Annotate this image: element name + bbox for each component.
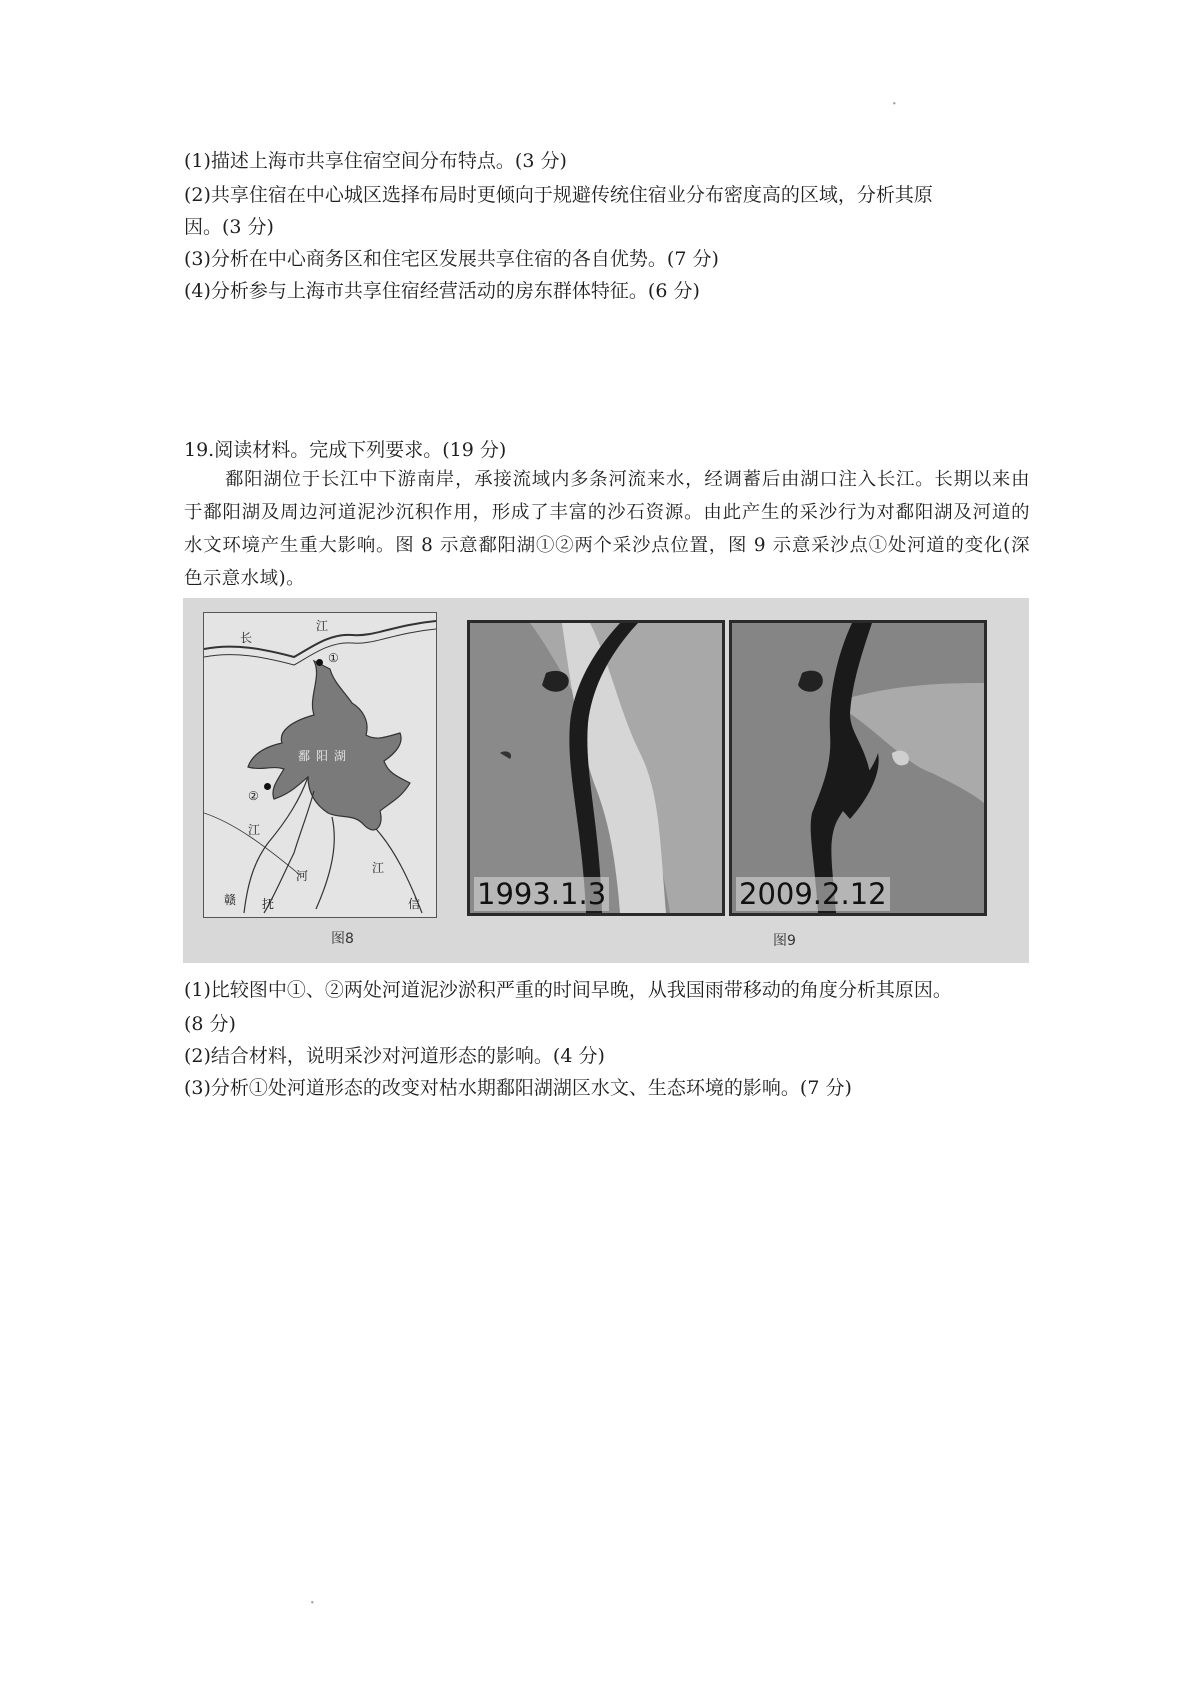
site-2-marker [264,783,271,790]
satellite-date-2009: 2009.2.12 [736,877,890,911]
prev-question-1: (1)描述上海市共享住宿空间分布特点。(3 分) [184,150,567,172]
page-speck-bottom: ● [311,1600,314,1604]
prev-question-2-cont: 因。(3 分) [184,216,274,238]
map-label-lake-1: 鄱 [298,749,311,763]
map-label-xin-1: 信 [408,897,421,911]
question-19-heading: 19.阅读材料。完成下列要求。(19 分) [184,439,507,461]
figure-9-caption: 图9 [773,933,796,949]
map-label-gan-1: 赣 [224,893,237,907]
satellite-date-1993: 1993.1.3 [474,877,609,911]
prev-question-2: (2)共享住宿在中心城区选择布局时更倾向于规避传统住宿业分布密度高的区域，分析其原 [184,184,933,206]
question-19-sub-3: (3)分析①处河道形态的改变对枯水期鄱阳湖湖区水文、生态环境的影响。(7 分) [184,1077,852,1099]
map-label-chang: 长 [240,631,253,645]
satellite-image-2009 [729,620,987,916]
map-label-jiang-top: 江 [316,619,329,633]
map-label-site-1: ① [328,651,339,665]
prev-question-3: (3)分析在中心商务区和住宅区发展共享住宿的各自优势。(7 分) [184,248,719,270]
figure-8-map [203,612,437,918]
map-label-lake-3: 湖 [334,749,347,763]
map-label-site-2: ② [248,789,259,803]
satellite-1993-drawing [470,623,722,913]
question-19-sub-1: (1)比较图中①、②两处河道泥沙淤积严重的时间早晚，从我国雨带移动的角度分析其原因。 [184,979,952,1001]
figure-8-caption: 图8 [331,931,354,947]
map-label-lake-2: 阳 [316,749,329,763]
satellite-image-1993 [467,620,725,916]
map-label-gan-2: 江 [248,823,261,837]
question-19-sub-2: (2)结合材料，说明采沙对河道形态的影响。(4 分) [184,1045,605,1067]
question-19-sub-1-score: (8 分) [184,1013,236,1035]
prev-question-4: (4)分析参与上海市共享住宿经营活动的房东群体特征。(6 分) [184,280,700,302]
map-label-xin-2: 江 [372,861,385,875]
map-label-fu-1: 抚 [262,897,275,911]
figure-panel [183,598,1029,963]
map-label-fu-2: 河 [296,869,309,883]
question-19-material: 鄱阳湖位于长江中下游南岸，承接流域内多条河流来水，经调蓄后由湖口注入长江。长期以来由于鄱阳湖及周边河道泥沙沉积作用，形成了丰富的沙石资源。由此产生的采沙行为对鄱阳湖及河道的水文环境产生重大影响。图 8 示意鄱阳湖①②两个采沙点位置，图 9 示意采沙点①处河道的变化(深色示意水域)。 [184,469,1030,589]
page-speck-top: ● [893,101,896,105]
site-1-marker [316,659,323,666]
satellite-2009-drawing [732,623,984,913]
